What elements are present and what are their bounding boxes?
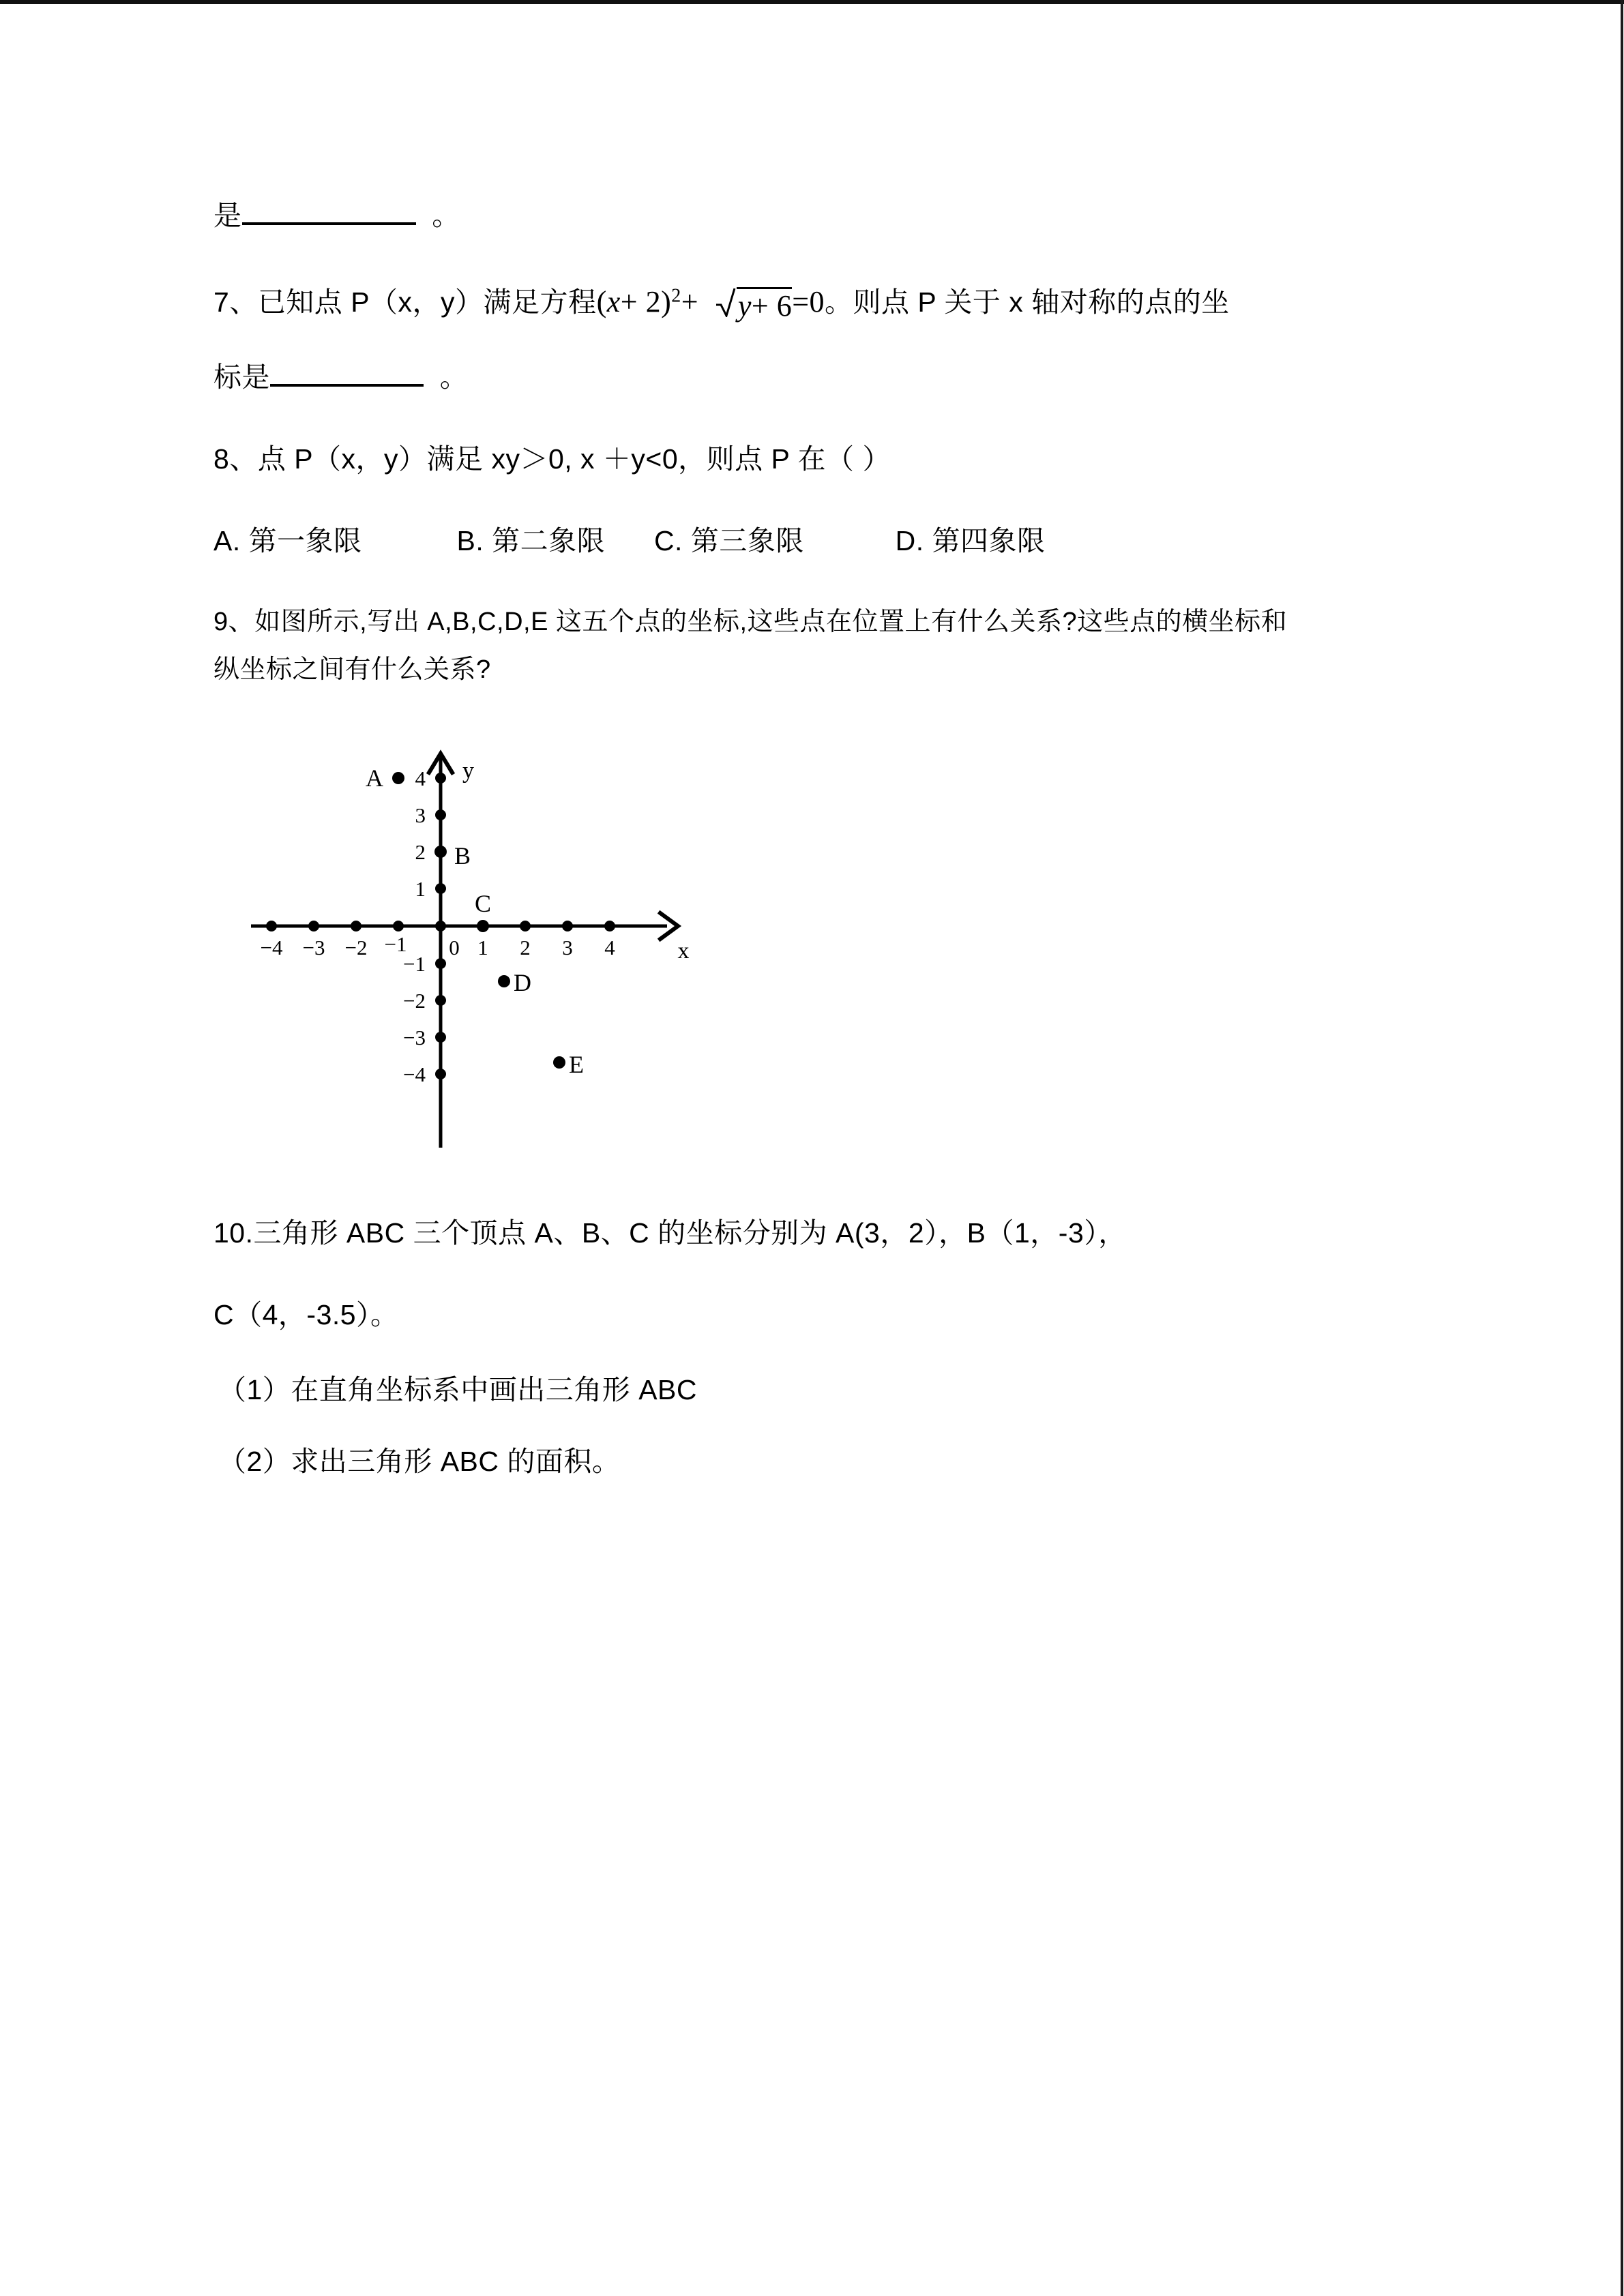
q7-expr-exponent: 2 — [671, 285, 681, 307]
data-point-e-label: E — [569, 1051, 584, 1078]
q7-answer-blank[interactable] — [270, 384, 424, 387]
y-tick-dot — [435, 809, 446, 820]
q8-option-a-label: 第一象限 — [248, 525, 362, 556]
data-point-c-label: C — [475, 890, 492, 917]
q7-line-2 — [213, 355, 468, 395]
y-tick-label: −4 — [403, 1062, 426, 1086]
q7-line2-prefix: 标是 — [213, 361, 270, 393]
x-tick-dot — [266, 921, 277, 931]
y-tick-dot — [435, 958, 446, 969]
q8-option-c-key: C. — [653, 525, 683, 556]
y-tick-label: −3 — [403, 1026, 426, 1049]
q7-radicand-variable-y: y — [737, 288, 752, 323]
q8-options-row — [213, 518, 1046, 558]
q8-option-d-key: D. — [895, 525, 924, 556]
page-right-edge-rule — [1621, 0, 1623, 2296]
q8-option-b-label: 第二象限 — [492, 525, 606, 556]
q8-option-a[interactable] — [213, 518, 362, 558]
q6-tail-line — [213, 193, 460, 233]
x-tick-dot — [351, 921, 361, 931]
x-tick-label: −4 — [260, 936, 283, 959]
q7-expr-variable-x: x — [606, 285, 621, 318]
data-point-d — [498, 975, 510, 987]
x-tick-label: 4 — [604, 936, 615, 959]
radical-vinculum — [737, 287, 792, 289]
q9-text-line2: 纵坐标之间有什么关系? — [213, 655, 491, 684]
y-tick-label: 2 — [415, 840, 426, 864]
data-point-b-label: B — [454, 842, 471, 869]
q10-sub2-text: （2）求出三角形 ABC 的面积。 — [218, 1446, 621, 1477]
y-tick-dot — [435, 995, 446, 1006]
q8-option-b[interactable] — [456, 518, 605, 558]
q10-sub-1 — [218, 1367, 697, 1407]
q10-line-2 — [213, 1292, 399, 1332]
y-tick-dot — [435, 773, 446, 784]
y-tick-label: −2 — [403, 989, 426, 1013]
q7-expr-paren-open: ( — [596, 285, 607, 318]
q8-option-d-label: 第四象限 — [932, 525, 1046, 556]
q8-stem: 点 P（x，y）满足 xy＞0, x ＋y<0，则点 P 在（ ） — [257, 443, 891, 475]
y-tick-dot — [435, 1032, 446, 1043]
q8-option-b-key: B. — [456, 525, 484, 556]
coordinate-plane-figure — [225, 733, 703, 1163]
x-tick-label: 2 — [520, 936, 531, 959]
q8-option-c-label: 第三象限 — [690, 525, 804, 556]
y-tick-dot — [435, 883, 446, 894]
x-tick-dot — [562, 921, 573, 931]
q7-expr-plus-two: + 2) — [620, 285, 672, 318]
data-point-a — [392, 772, 404, 784]
x-tick-dot — [520, 921, 531, 931]
x-tick-dot — [393, 921, 404, 931]
data-point-b — [434, 846, 447, 858]
q9-line-2 — [213, 648, 491, 685]
q7-expr-plus: + — [681, 285, 699, 318]
q7-radicand-plus-six: + 6 — [751, 288, 793, 323]
q7-stem-before: 已知点 P（x，y）满足方程 — [257, 286, 597, 318]
q7-line-1 — [213, 280, 1230, 323]
q9-number: 9、 — [213, 608, 255, 636]
q6-prefix: 是 — [213, 200, 242, 231]
y-tick-label: 3 — [415, 803, 426, 827]
q10-line-1 — [213, 1210, 1127, 1251]
q8-option-d[interactable] — [896, 518, 1046, 558]
q9-text-line1: 如图所示,写出 A,B,C,D,E 这五个点的坐标,这些点在位置上有什么关系?这些点的横坐标和 — [254, 608, 1288, 636]
y-tick-dot — [435, 1069, 446, 1079]
y-tick-label: −1 — [403, 952, 426, 976]
origin-dot — [435, 921, 446, 931]
x-tick-label: −2 — [344, 936, 368, 959]
q7-square-root-group — [715, 286, 792, 323]
q8-stem-line — [213, 436, 891, 477]
q10-sub-2 — [218, 1439, 620, 1479]
radical-sign-icon — [715, 287, 737, 317]
q8-option-a-key: A. — [213, 525, 241, 556]
q6-suffix: 。 — [432, 200, 460, 231]
q7-number: 7、 — [213, 286, 258, 318]
coordinate-plane-svg — [225, 733, 703, 1163]
x-tick-label: 1 — [477, 936, 488, 959]
q8-number: 8、 — [213, 443, 258, 475]
q7-expr-equals-zero: =0 — [792, 285, 825, 318]
y-tick-label: 1 — [415, 877, 426, 901]
x-axis-label: x — [677, 938, 690, 964]
x-tick-label-origin: 0 — [449, 936, 460, 959]
q8-option-c[interactable] — [654, 518, 804, 558]
x-tick-label: −1 — [384, 932, 407, 956]
x-tick-label: −3 — [302, 936, 325, 959]
q9-line-1 — [213, 600, 1287, 638]
q10-sub1-text: （1）在直角坐标系中画出三角形 ABC — [218, 1374, 697, 1405]
q10-text-line2: C（4，-3.5）。 — [213, 1299, 399, 1330]
data-point-d-label: D — [514, 969, 531, 996]
q6-answer-blank[interactable] — [242, 222, 416, 225]
q7-stem-after: 。则点 P 关于 x 轴对称的点的坐 — [825, 286, 1230, 318]
y-axis-label: y — [462, 758, 474, 784]
q10-text-line1: 10.三角形 ABC 三个顶点 A、B、C 的坐标分别为 A(3，2），B（1，-3）， — [213, 1217, 1127, 1249]
q7-line2-suffix: 。 — [439, 361, 469, 393]
y-tick-label: 4 — [415, 766, 426, 790]
x-tick-dot — [604, 921, 615, 931]
data-point-a-label: A — [366, 764, 383, 792]
page-top-edge-band — [0, 0, 1624, 4]
data-point-c — [477, 920, 489, 932]
data-point-e — [553, 1056, 565, 1069]
x-tick-label: 3 — [562, 936, 573, 959]
x-tick-dot — [308, 921, 319, 931]
